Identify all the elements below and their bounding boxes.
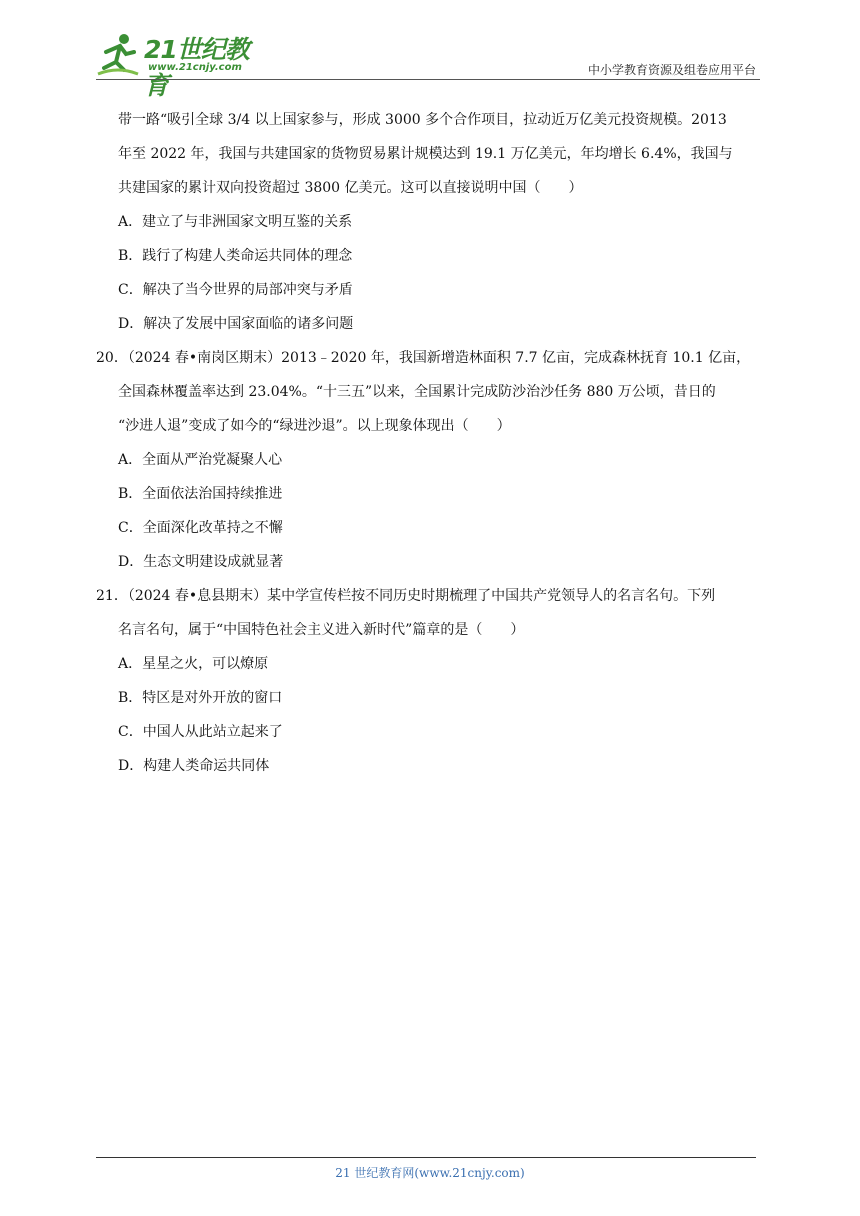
option-c: C．解决了当今世界的局部冲突与矛盾 [118, 282, 353, 298]
question-21 [96, 579, 764, 783]
question-20 [96, 341, 764, 579]
logo [96, 32, 266, 100]
footer-link[interactable]: 21 世纪教育网(www.21cnjy.com) [335, 1166, 525, 1180]
option-d: D．解决了发展中国家面临的诸多问题 [118, 316, 354, 332]
option-b: B．践行了构建人类命运共同体的理念 [118, 248, 353, 264]
question-19-continuation [96, 103, 764, 341]
logo-url: www.21cnjy.com [148, 62, 242, 73]
stem-line: 21．（2024 春•息县期末）某中学宣传栏按不同历史时期梳理了中国共产党领导人的名言名句。下列 [96, 588, 716, 604]
platform-title: 中小学教育资源及组卷应用平台 [587, 63, 756, 77]
option-b: B．特区是对外开放的窗口 [118, 690, 283, 706]
option-a: A．星星之火，可以燎原 [118, 656, 269, 672]
stem-line: 共建国家的累计双向投资超过 3800 亿美元。这可以直接说明中国（ ） [118, 180, 583, 196]
header-divider [96, 79, 760, 80]
runner-logo-icon [96, 32, 140, 78]
option-c: C．中国人从此站立起来了 [118, 724, 283, 740]
footer-divider [96, 1157, 756, 1158]
option-d: D．生态文明建设成就显著 [118, 554, 284, 570]
option-c: C．全面深化改革持之不懈 [118, 520, 283, 536]
option-a: A．建立了与非洲国家文明互鉴的关系 [118, 214, 353, 230]
stem-line: 名言名句，属于“中国特色社会主义进入新时代”篇章的是（ ） [118, 622, 525, 638]
option-b: B．全面依法治国持续推进 [118, 486, 283, 502]
question-content [96, 103, 764, 783]
stem-line: “沙进人退”变成了如今的“绿进沙退”。以上现象体现出（ ） [118, 418, 511, 434]
stem-line: 20．（2024 春•南岗区期末）2013﹣2020 年，我国新增造林面积 7.7 亿亩，完成森林抚育 10.1 亿亩， [96, 350, 751, 366]
stem-line: 带一路“吸引全球 3/4 以上国家参与，形成 3000 多个合作项目，拉动近万亿美元投资规模。2013 [118, 112, 727, 128]
page-header [96, 28, 760, 100]
option-a: A．全面从严治党凝聚人心 [118, 452, 283, 468]
stem-line: 全国森林覆盖率达到 23.04%。“十三五”以来，全国累计完成防沙治沙任务 880 万公顷，昔日的 [118, 384, 716, 400]
option-d: D．构建人类命运共同体 [118, 758, 270, 774]
logo-title: 21世纪教育 [144, 35, 249, 100]
stem-line: 年至 2022 年，我国与共建国家的货物贸易累计规模达到 19.1 万亿美元，年均增长 6.4%，我国与 [118, 146, 733, 162]
